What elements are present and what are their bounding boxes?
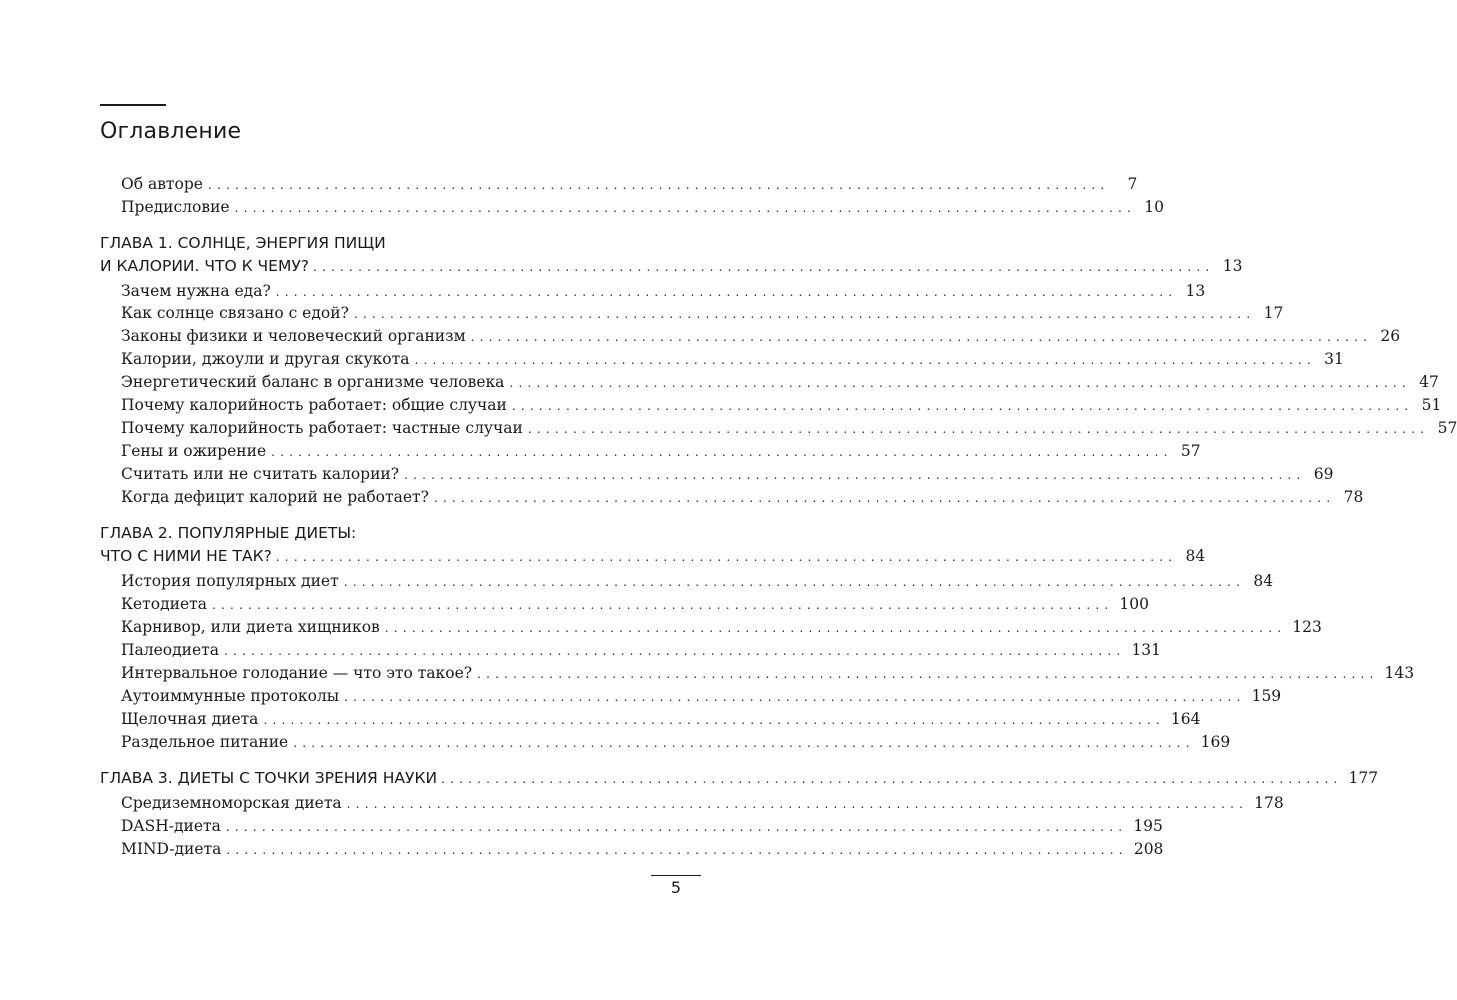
toc-entry-page: 123 [1292, 618, 1322, 636]
toc-entry-label: MIND-диета [121, 840, 222, 858]
footer-rule [651, 875, 701, 876]
toc-entry-label: Считать или не считать калории? [121, 465, 400, 483]
chapter-page: 177 [1348, 769, 1379, 787]
leader-dots: .................................................................................................... [511, 399, 1414, 413]
toc-entry-page: 57 [1180, 442, 1201, 460]
toc-entry-label: Почему калорийность работает: частные случаи [121, 419, 523, 437]
toc-entry-page: 51 [1421, 396, 1442, 414]
toc-entry-label: Аутоиммунные протоколы [121, 687, 340, 705]
toc-entry-label: Энергетический баланс в организме человека [121, 373, 505, 391]
toc-entry-label: История популярных диет [121, 572, 339, 590]
toc-entry[interactable] [121, 838, 1164, 860]
toc-entry[interactable] [121, 417, 1457, 439]
leader-dots: .................................................................................................... [404, 468, 1306, 482]
toc-entry-page: 47 [1419, 373, 1439, 391]
page-title: Оглавление [100, 119, 242, 144]
leader-dots: .................................................................................................... [225, 820, 1128, 834]
toc-entry-page: 26 [1380, 327, 1401, 345]
toc-entry-page: 208 [1133, 840, 1164, 858]
toc-entry-page: 69 [1313, 465, 1334, 483]
toc-entry-label: DASH-диета [121, 817, 221, 835]
leader-dots: .................................................................................................... [477, 667, 1379, 681]
leader-dots: .................................................................................................... [207, 178, 1110, 192]
chapter-1-title-line2[interactable] [100, 255, 1243, 277]
toc-entry-page: 31 [1324, 350, 1344, 368]
toc-entry-label: Зачем нужна еда? [121, 282, 271, 300]
leader-dots: .................................................................................................... [293, 736, 1195, 750]
toc-entry[interactable] [121, 815, 1163, 837]
toc-entry-label: Калории, джоули и другая скукота [121, 350, 410, 368]
leader-dots: .................................................................................................... [223, 644, 1126, 658]
toc-entry[interactable] [121, 394, 1442, 416]
top-rule [100, 104, 166, 106]
toc-entry[interactable] [121, 685, 1282, 707]
toc-entry-page: 178 [1254, 794, 1284, 812]
leader-dots: .................................................................................................... [346, 797, 1249, 811]
leader-dots: .................................................................................................... [470, 330, 1373, 344]
toc-entry-page: 10 [1144, 198, 1165, 216]
toc-entry-label: Когда дефицит калорий не работает? [121, 488, 429, 506]
toc-entry[interactable] [121, 570, 1274, 592]
toc-entry-label: Об авторе [121, 175, 203, 193]
toc-entry[interactable] [121, 662, 1415, 684]
toc-entry[interactable] [121, 486, 1364, 508]
leader-dots: .................................................................................................... [509, 376, 1411, 390]
toc-entry[interactable] [121, 708, 1201, 730]
toc-entry-page: 7 [1127, 175, 1138, 193]
leader-dots: .................................................................................................... [226, 843, 1128, 857]
leader-dots: .................................................................................................... [414, 353, 1316, 367]
toc-entry-label: Щелочная диета [121, 710, 259, 728]
chapter-page: 13 [1222, 257, 1243, 275]
toc-entry[interactable] [121, 639, 1162, 661]
leader-dots: .................................................................................................... [343, 575, 1246, 589]
leader-dots: .................................................................................................... [211, 598, 1114, 612]
toc-entry[interactable] [121, 440, 1201, 462]
chapter-3-title[interactable] [100, 767, 1379, 789]
toc-entry[interactable] [121, 731, 1231, 753]
toc-entry-page: 131 [1131, 641, 1162, 659]
toc-entry-label: Гены и ожирение [121, 442, 267, 460]
toc-entry[interactable] [121, 463, 1334, 485]
toc-entry-page: 57 [1437, 419, 1457, 437]
toc-entry-label: Палеодиета [121, 641, 219, 659]
toc-entry-page: 17 [1263, 304, 1284, 322]
toc-entry-label: Как солнце связано с едой? [121, 304, 349, 322]
toc-entry[interactable] [121, 325, 1401, 347]
toc-entry[interactable] [121, 302, 1284, 324]
toc-entry[interactable] [121, 280, 1206, 302]
leader-dots: .................................................................................................... [344, 690, 1246, 704]
leader-dots: .................................................................................................... [384, 621, 1287, 635]
toc-entry-page: 78 [1343, 488, 1364, 506]
toc-entry-label: Карнивор, или диета хищников [121, 618, 380, 636]
toc-entry-label: Интервальное голодание — что это такое? [121, 664, 473, 682]
toc-entry[interactable] [121, 792, 1284, 814]
chapter-2-title-line2[interactable] [100, 545, 1206, 567]
toc-entry-page: 164 [1170, 710, 1201, 728]
toc-entry-label: Раздельное питание [121, 733, 289, 751]
toc-entry-about-author[interactable] [121, 173, 1138, 195]
toc-entry[interactable] [121, 593, 1149, 615]
leader-dots: .................................................................................................... [527, 422, 1430, 436]
toc-entry-preface[interactable] [121, 196, 1165, 218]
toc-entry-label: Предисловие [121, 198, 230, 216]
chapter-title-label: И КАЛОРИИ. ЧТО К ЧЕМУ? [100, 257, 309, 275]
chapter-title-label: ГЛАВА 3. ДИЕТЫ С ТОЧКИ ЗРЕНИЯ НАУКИ [100, 769, 438, 787]
toc-entry[interactable] [121, 371, 1439, 393]
toc-entry-label: Почему калорийность работает: общие случаи [121, 396, 507, 414]
toc-entry-page: 195 [1133, 817, 1163, 835]
toc-entry-page: 159 [1251, 687, 1282, 705]
toc-entry[interactable] [121, 616, 1322, 638]
leader-dots: .................................................................................................... [263, 713, 1165, 727]
leader-dots: .................................................................................................... [271, 445, 1173, 459]
chapter-2-title-line1[interactable]: ГЛАВА 2. ПОПУЛЯРНЫЕ ДИЕТЫ: [100, 524, 357, 542]
toc-entry[interactable] [121, 348, 1344, 370]
leader-dots: .................................................................................................... [441, 772, 1343, 786]
toc-entry-label: Средиземноморская диета [121, 794, 342, 812]
toc-entry-page: 169 [1200, 733, 1231, 751]
toc-entry-label: Законы физики и человеческий организм [121, 327, 466, 345]
leader-dots: .................................................................................................... [234, 201, 1137, 215]
toc-entry-label: Кетодиета [121, 595, 207, 613]
page-number: 5 [670, 878, 682, 897]
leader-dots: .................................................................................................... [433, 491, 1336, 505]
chapter-title-label: ЧТО С НИМИ НЕ ТАК? [100, 547, 272, 565]
chapter-1-title-line1[interactable]: ГЛАВА 1. СОЛНЦЕ, ЭНЕРГИЯ ПИЩИ [100, 234, 386, 252]
toc-entry-page: 84 [1253, 572, 1274, 590]
leader-dots: .................................................................................................... [275, 550, 1178, 564]
toc-entry-page: 100 [1119, 595, 1149, 613]
leader-dots: .................................................................................................... [313, 260, 1215, 274]
toc-entry-page: 13 [1185, 282, 1206, 300]
toc-entry-page: 143 [1384, 664, 1415, 682]
leader-dots: .................................................................................................... [275, 285, 1178, 299]
chapter-page: 84 [1185, 547, 1206, 565]
leader-dots: .................................................................................................... [353, 307, 1256, 321]
